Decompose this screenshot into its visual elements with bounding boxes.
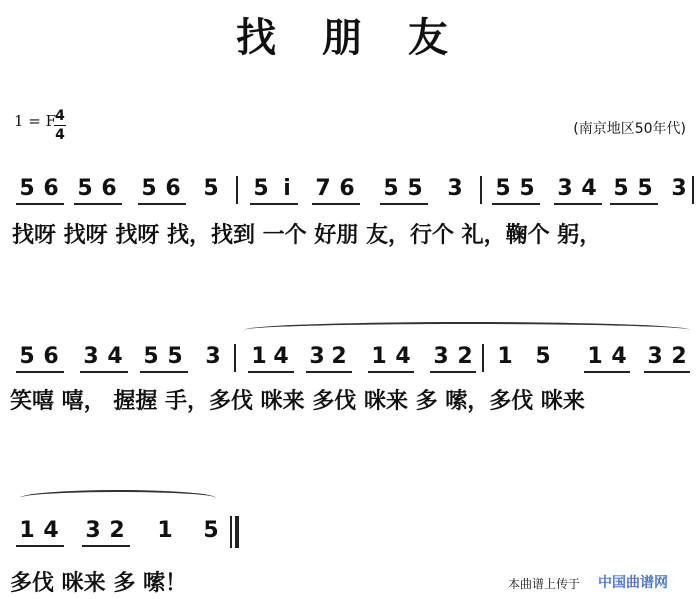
underline [248, 371, 294, 373]
note: 6 [339, 176, 355, 201]
note: 4 [395, 344, 411, 369]
note: 5 [167, 344, 183, 369]
underline [492, 203, 540, 205]
site-logo: 中国曲谱网 [598, 575, 668, 591]
note: 1 [251, 344, 267, 369]
note: 3 [309, 344, 325, 369]
note: 5 [519, 176, 535, 201]
underline [250, 203, 298, 205]
note: 4 [107, 344, 123, 369]
underline [610, 203, 658, 205]
underline [82, 545, 130, 547]
final-bar-line [235, 516, 239, 548]
note: 3 [205, 344, 221, 369]
underline [74, 203, 122, 205]
note: 5 [141, 176, 157, 201]
bar-line [230, 516, 232, 548]
note: 3 [671, 176, 687, 201]
note: 5 [407, 176, 423, 201]
note: i [283, 176, 291, 201]
bar-line [692, 176, 694, 204]
lyrics: 多伐 咪来 多 嗦！ [10, 571, 187, 596]
note: 6 [43, 176, 59, 201]
note: 5 [19, 344, 35, 369]
note: 5 [637, 176, 653, 201]
time-sig-bottom: 4 [55, 127, 65, 143]
note: 4 [611, 344, 627, 369]
note: 5 [77, 176, 93, 201]
note: 1 [157, 518, 173, 543]
underline [16, 545, 64, 547]
underline [16, 371, 64, 373]
underline [138, 203, 186, 205]
time-signature [54, 108, 66, 143]
underline [80, 371, 128, 373]
note: 5 [143, 344, 159, 369]
origin-note: (南京地区50年代) [573, 121, 686, 137]
note: 4 [43, 518, 59, 543]
key-signature: 1 = F [14, 112, 57, 130]
bar-line [236, 176, 238, 204]
underline [644, 371, 690, 373]
note: 4 [273, 344, 289, 369]
note: 1 [19, 518, 35, 543]
underline [16, 203, 64, 205]
underline [306, 371, 352, 373]
lyrics: 找呀 找呀 找呀 找，找到 一个 好朋 友，行个 礼，鞠个 躬， [12, 223, 602, 248]
note: 6 [165, 176, 181, 201]
note: 1 [587, 344, 603, 369]
note: 3 [647, 344, 663, 369]
note: 3 [85, 518, 101, 543]
underline [368, 371, 414, 373]
page-title: 找 朋 友 [236, 14, 464, 61]
note: 1 [497, 344, 513, 369]
underline [430, 371, 476, 373]
time-sig-top: 4 [55, 108, 65, 124]
bar-line [480, 176, 482, 204]
underline [140, 371, 188, 373]
underline [380, 203, 428, 205]
bar-line [234, 344, 236, 372]
time-sig-divider [54, 125, 66, 126]
note: 5 [535, 344, 551, 369]
slur [20, 490, 216, 506]
note: 2 [109, 518, 125, 543]
note: 5 [613, 176, 629, 201]
bar-line [482, 344, 484, 372]
note: 2 [671, 344, 687, 369]
note: 1 [371, 344, 387, 369]
note: 5 [495, 176, 511, 201]
note: 5 [383, 176, 399, 201]
underline [584, 371, 630, 373]
note: 2 [331, 344, 347, 369]
footer-text: 本曲谱上传于 [508, 577, 581, 591]
note: 5 [253, 176, 269, 201]
note: 7 [315, 176, 331, 201]
note: 6 [43, 344, 59, 369]
note: 2 [457, 344, 473, 369]
slur [244, 322, 690, 338]
note: 6 [101, 176, 117, 201]
note: 4 [581, 176, 597, 201]
note: 5 [19, 176, 35, 201]
note: 3 [433, 344, 449, 369]
underline [554, 203, 602, 205]
note: 5 [203, 518, 219, 543]
note: 3 [557, 176, 573, 201]
underline [312, 203, 360, 205]
note: 3 [447, 176, 463, 201]
note: 5 [203, 176, 219, 201]
note: 3 [83, 344, 99, 369]
lyrics: 笑嘻 嘻， 握握 手，多伐 咪来 多伐 咪来 多 嗦，多伐 咪来 [10, 389, 585, 414]
